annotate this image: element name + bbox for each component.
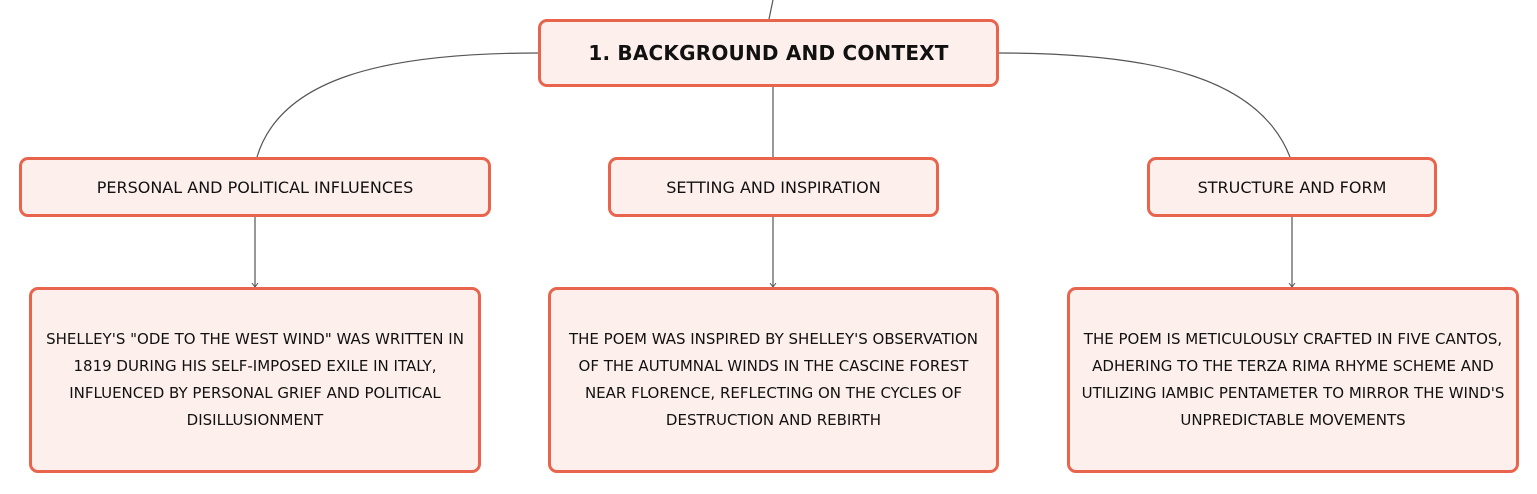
topic-node-structure-form[interactable] [1147,157,1437,217]
topic-node-label: SETTING AND INSPIRATION [666,177,881,197]
topic-node-personal-political-influences[interactable] [19,157,491,217]
connector-root-to-structure [999,53,1290,157]
root-node-label: 1. BACKGROUND AND CONTEXT [588,41,949,65]
detail-node-personal-political-influences[interactable] [29,287,481,473]
root-node[interactable] [538,19,999,87]
detail-node-structure-form[interactable] [1067,287,1519,473]
parent-connector [769,0,773,19]
detail-node-setting-inspiration[interactable] [548,287,999,473]
topic-node-label: STRUCTURE AND FORM [1197,177,1387,197]
detail-node-text: SHELLEY'S "ODE TO THE WEST WIND" WAS WRITTEN IN 1819 DURING HIS SELF-IMPOSED EXILE IN ITALY, INFLUENCED BY PERSONAL GRIEF AND POLITICAL DISILLUSIONMENT [46,330,464,429]
connector-root-to-personal [257,53,538,157]
detail-node-text: THE POEM WAS INSPIRED BY SHELLEY'S OBSERVATION OF THE AUTUMNAL WINDS IN THE CASCINE FOREST NEAR FLORENCE, REFLECTING ON THE CYCLES OF DESTRUCTION AND REBIRTH [568,330,979,429]
topic-node-label: PERSONAL AND POLITICAL INFLUENCES [96,177,414,197]
detail-node-text: THE POEM IS METICULOUSLY CRAFTED IN FIVE CANTOS, ADHERING TO THE TERZA RIMA RHYME SCHEME AND UTILIZING IAMBIC PENTAMETER TO MIRROR THE WIND'S UNPREDICTABLE MOVEMENTS [1081,330,1505,429]
topic-node-setting-inspiration[interactable] [608,157,939,217]
